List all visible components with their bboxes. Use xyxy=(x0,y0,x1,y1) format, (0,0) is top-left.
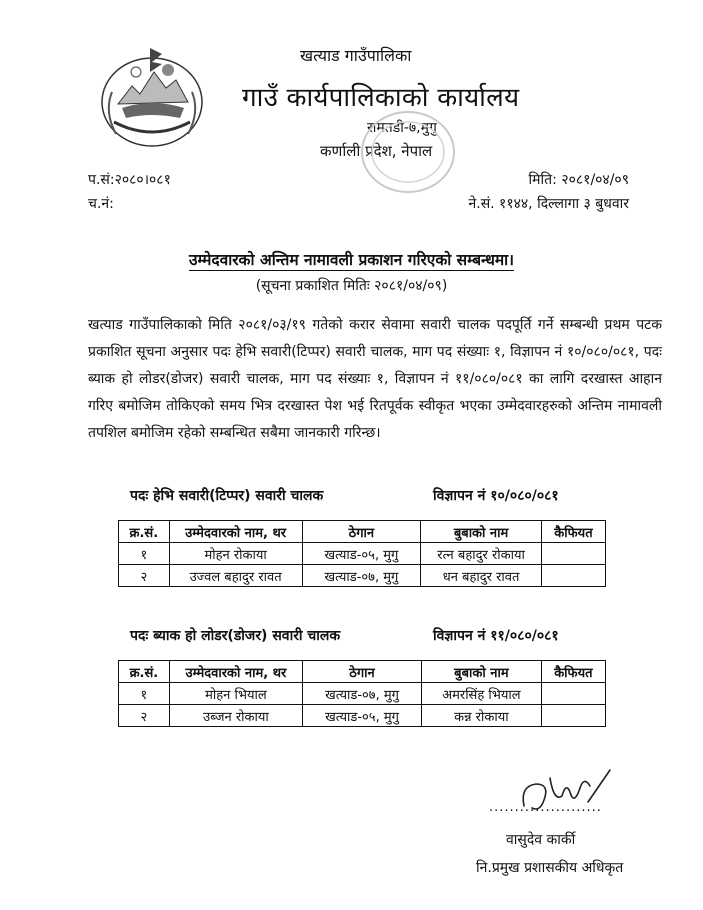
header-name: उम्मेदवारको नाम, थर xyxy=(169,521,302,543)
cell-name: मोहन रोकाया xyxy=(169,543,302,565)
office-name: गाउँ कार्यपालिकाको कार्यालय xyxy=(242,83,520,113)
cell-remarks xyxy=(541,565,605,587)
cell-father: कन्न रोकाया xyxy=(422,705,542,727)
cell-address: खत्याड-०७, मुगु xyxy=(302,565,421,587)
header-father: बुबाको नाम xyxy=(421,521,542,543)
cell-remarks xyxy=(541,683,605,705)
table-row xyxy=(119,543,606,565)
cell-remarks xyxy=(541,705,605,727)
advert-number-2: विज्ञापन नं ११/०८०/०८१ xyxy=(433,628,559,644)
cell-sn: १ xyxy=(119,683,170,705)
municipality-name: खत्याड गाउँपालिका xyxy=(300,46,412,65)
nepal-sambat-date: ने.सं. ११४४, दिल्लागा ३ बुधवार xyxy=(468,196,629,212)
letter-number: प.सं:२०८०।०८१ xyxy=(88,172,171,188)
header-name: उम्मेदवारको नाम, थर xyxy=(169,661,302,683)
body-paragraph: खत्याड गाउँपालिकाको मिति २०८१/०३/१९ गतेको करार सेवामा सवारी चालक पदपूर्ति गर्ने सम्बन्धी प्रथम पटक प्रकाशित सूचना अनुसार पदः हेभि सवारी(टिप्पर) सवारी चालक, माग पद संख्याः १, विज्ञापन नं १०/०८०/०८१, पदः ब्याक हो लोडर(डोजर) सवारी चालक, माग पद संख्याः १, विज्ञापन नं ११/०८०/०८१ का लागि दरखास्त आहान गरिए बमोजिम तोकिएको समय भित्र दरखास्त पेश भई रितपूर्वक स्वीकृत भएका उम्मेदवारहरुको अन्तिम नामावली तपशिल बमोजिम रहेको सम्बन्धित सबैमा जानकारी गरिन्छ। xyxy=(88,317,662,441)
candidate-table-2 xyxy=(118,660,606,727)
header-remarks: कैफियत xyxy=(541,521,605,543)
table-row xyxy=(119,565,606,587)
cell-sn: २ xyxy=(119,705,170,727)
address-line-2: कर्णाली प्रदेश, नेपाल xyxy=(320,142,433,160)
subject-text: उम्मेदवारको अन्तिम नामावली प्रकाशन गरिएको सम्बन्धमा। xyxy=(188,251,515,269)
cell-name: उज्वल बहादुर रावत xyxy=(169,565,302,587)
cell-father: रत्न बहादुर रोकाया xyxy=(421,543,542,565)
post-title-1: पदः हेभि सवारी(टिप्पर) सवारी चालक xyxy=(130,488,324,504)
cell-father: अमरसिंह भियाल xyxy=(422,683,542,705)
signature-line: ...................... xyxy=(489,800,602,815)
signatory-name: वासुदेव कार्की xyxy=(506,832,576,848)
header-father: बुबाको नाम xyxy=(422,661,542,683)
cell-address: खत्याड-०५, मुगु xyxy=(303,705,422,727)
table-row xyxy=(119,683,606,705)
header-address: ठेगान xyxy=(302,521,421,543)
header-address: ठेगान xyxy=(303,661,422,683)
nepal-emblem-icon xyxy=(92,42,212,154)
address-line-1: रामतडी-७,मुगु xyxy=(367,120,437,136)
header-sn: क्र.सं. xyxy=(119,521,170,543)
candidate-table-1 xyxy=(118,520,606,587)
signatory-title: नि.प्रमुख प्रशासकीय अधिकृत xyxy=(476,860,624,876)
cell-sn: १ xyxy=(119,543,170,565)
cell-name: उब्जन रोकाया xyxy=(169,705,302,727)
cell-address: खत्याड-०५, मुगु xyxy=(302,543,421,565)
cell-address: खत्याड-०७, मुगु xyxy=(303,683,422,705)
subject-line xyxy=(0,248,703,270)
advert-number-1: विज्ञापन नं १०/०८०/०८१ xyxy=(433,488,559,504)
header-remarks: कैफियत xyxy=(541,661,605,683)
cell-remarks xyxy=(541,543,605,565)
cell-name: मोहन भियाल xyxy=(169,683,302,705)
issue-date: मिति: २०८१/०४/०९ xyxy=(528,172,629,188)
table-header-row xyxy=(119,661,606,683)
cell-father: धन बहादुर रावत xyxy=(421,565,542,587)
table-header-row xyxy=(119,521,606,543)
chalan-number: च.नं: xyxy=(88,196,114,212)
header-sn: क्र.सं. xyxy=(119,661,170,683)
post-title-2: पदः ब्याक हो लोडर(डोजर) सवारी चालक xyxy=(130,628,341,644)
cell-sn: २ xyxy=(119,565,170,587)
table-row xyxy=(119,705,606,727)
notice-published-date: (सूचना प्रकाशित मितिः २०८१/०४/०९) xyxy=(255,278,448,294)
office-stamp-icon xyxy=(358,108,458,196)
